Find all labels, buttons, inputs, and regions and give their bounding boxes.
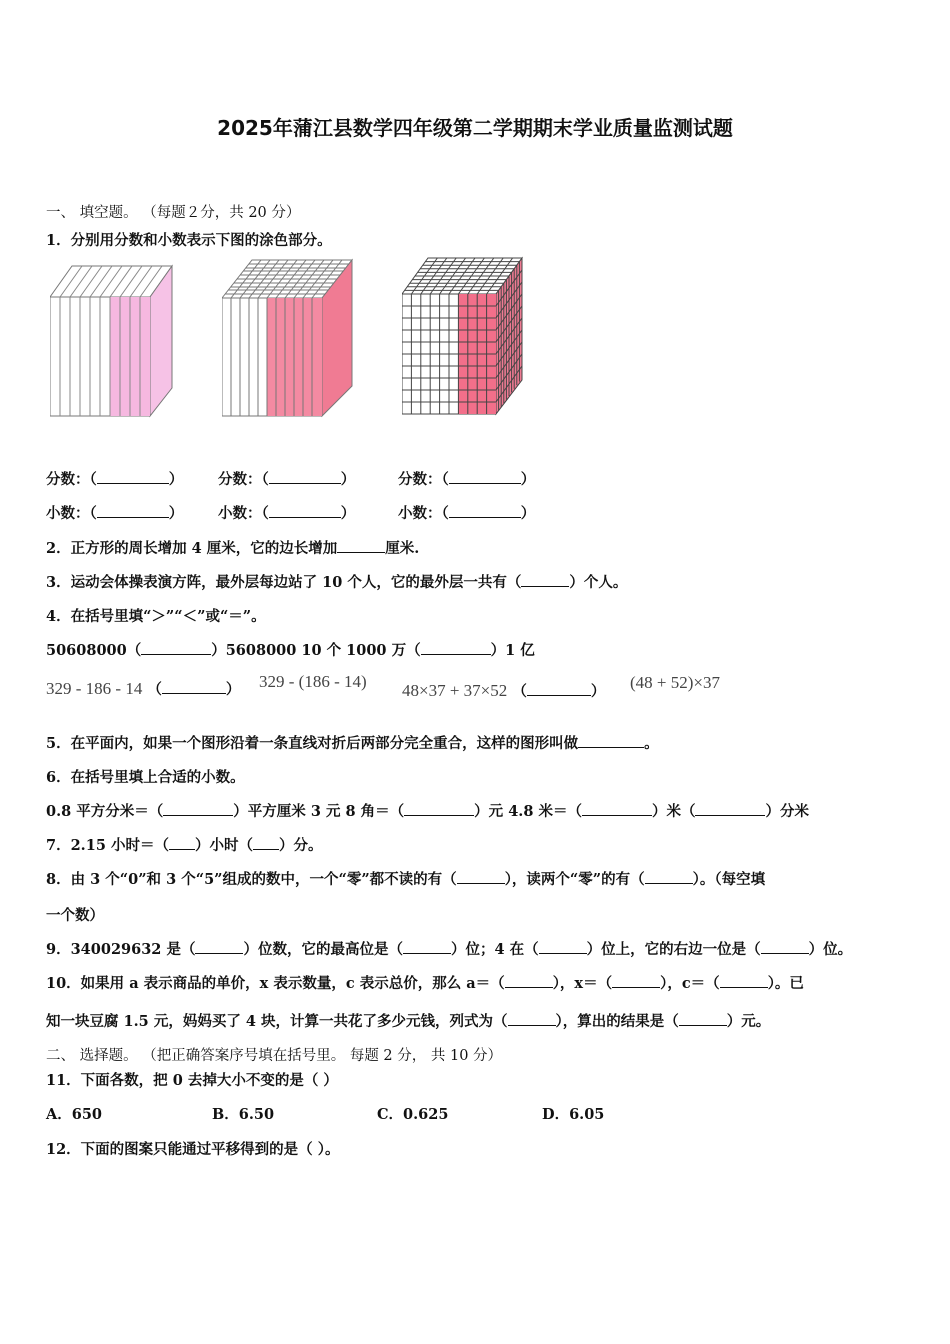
expression-1: 329 - 186 - 14 (46, 679, 143, 698)
answer-blank[interactable] (253, 837, 279, 850)
answer-blank[interactable] (269, 505, 341, 518)
question-10-continued: 知一块豆腐 1.5 元，妈妈买了 4 块，计算一共花了多少元钱，列式为（ ），算出的结果是（ ）元。 (46, 1013, 771, 1030)
option-b[interactable]: B．6.50 (212, 1106, 275, 1123)
decimal-answer-2: 小数：（ ） (218, 505, 356, 522)
cube-figure-1 (50, 262, 180, 420)
answer-blank[interactable] (403, 941, 451, 954)
answer-blank[interactable] (269, 471, 341, 484)
answer-blank[interactable] (141, 642, 211, 655)
decimal-answer-1: 小数：（ ） (46, 505, 184, 522)
answer-blank[interactable] (97, 471, 169, 484)
fraction-answer-1: 分数：（ ） (46, 471, 184, 488)
option-a[interactable]: A．650 (46, 1106, 103, 1123)
answer-blank[interactable] (97, 505, 169, 518)
answer-blank[interactable] (457, 871, 505, 884)
answer-blank[interactable] (695, 803, 765, 816)
option-d[interactable]: D．6.05 (542, 1106, 605, 1123)
question-11: 11．下面各数，把 0 去掉大小不变的是（ ） (46, 1072, 338, 1089)
section-1-heading: 一、 填空题。 （每题２分，共 20 分） (46, 205, 301, 221)
question-4-row-2: 329 - 186 - 14 （ ） (46, 679, 241, 698)
answer-blank[interactable] (612, 975, 660, 988)
answer-blank[interactable] (539, 941, 587, 954)
question-9: 9．340029632 是（ ）位数，它的最高位是（ ）位；4 在（ ）位上，它的右边一位是（ ）位。 (46, 941, 853, 958)
answer-blank[interactable] (449, 471, 521, 484)
fraction-answer-2: 分数：（ ） (218, 471, 356, 488)
answer-blank[interactable] (679, 1013, 727, 1026)
fraction-answer-3: 分数：（ ） (398, 471, 536, 488)
answer-blank[interactable] (163, 803, 233, 816)
expression-2: 329 - (186 - 14) (259, 672, 367, 691)
expression-4: (48 + 52)×37 (630, 673, 720, 692)
answer-blank[interactable] (195, 941, 243, 954)
answer-blank[interactable] (449, 505, 521, 518)
answer-blank[interactable] (527, 683, 591, 696)
answer-blank[interactable] (582, 803, 652, 816)
question-5: 5．在平面内，如果一个图形沿着一条直线对折后两部分完全重合，这样的图形叫做 。 (46, 735, 659, 752)
question-1: 1．分别用分数和小数表示下图的涂色部分。 (46, 232, 332, 249)
question-8-continued: 一个数） (46, 907, 104, 924)
answer-blank[interactable] (337, 540, 385, 553)
answer-blank[interactable] (508, 1013, 556, 1026)
answer-blank[interactable] (404, 803, 474, 816)
answer-blank[interactable] (645, 871, 693, 884)
option-c[interactable]: C．0.625 (377, 1106, 449, 1123)
answer-blank[interactable] (505, 975, 553, 988)
cube-figure-3 (402, 256, 527, 418)
answer-blank[interactable] (521, 574, 569, 587)
answer-blank[interactable] (578, 735, 644, 748)
question-3: 3．运动会体操表演方阵，最外层每边站了 10 个人，它的最外层一共有（ ）个人。 (46, 574, 628, 591)
question-4: 4．在括号里填“＞”“＜”或“＝”。 (46, 608, 266, 625)
section-2-heading: 二、 选择题。 （把正确答案序号填在括号里。 每题 2 分， 共 10 分） (46, 1048, 503, 1064)
page-title: 2025年蒲江县数学四年级第二学期期末学业质量监测试题 (217, 116, 733, 140)
decimal-answer-3: 小数：（ ） (398, 505, 536, 522)
question-2: 2．正方形的周长增加 4 厘米，它的边长增加 厘米. (46, 540, 420, 557)
question-6-row: 0.8 平方分米＝（ ）平方厘米 3 元 8 角＝（ ）元 4.8 米＝（ ）米（ ）分米 (46, 803, 809, 820)
question-7: 7．2.15 小时＝（ ）小时（ ）分。 (46, 837, 323, 854)
question-4-row-2b: 48×37 + 37×52 （ ） (402, 681, 606, 700)
question-12: 12．下面的图案只能通过平移得到的是（ ）。 (46, 1141, 340, 1158)
answer-blank[interactable] (162, 681, 226, 694)
question-10: 10．如果用 a 表示商品的单价，x 表示数量，c 表示总价，那么 a＝（ ），x＝（ ），c＝（ ）。已 (46, 975, 804, 992)
expression-3: 48×37 + 37×52 (402, 681, 508, 700)
question-4-row-1: 50608000（ ）5608000 10 个 1000 万（ ）1 亿 (46, 642, 535, 659)
answer-blank[interactable] (169, 837, 195, 850)
cube-figure-2 (222, 258, 357, 420)
answer-blank[interactable] (421, 642, 491, 655)
answer-blank[interactable] (761, 941, 809, 954)
question-8: 8．由 3 个“0”和 3 个“5”组成的数中，一个“零”都不读的有（ ），读两个“零”的有（ ）。（每空填 (46, 871, 766, 888)
question-6: 6．在括号里填上合适的小数。 (46, 769, 245, 786)
answer-blank[interactable] (720, 975, 768, 988)
